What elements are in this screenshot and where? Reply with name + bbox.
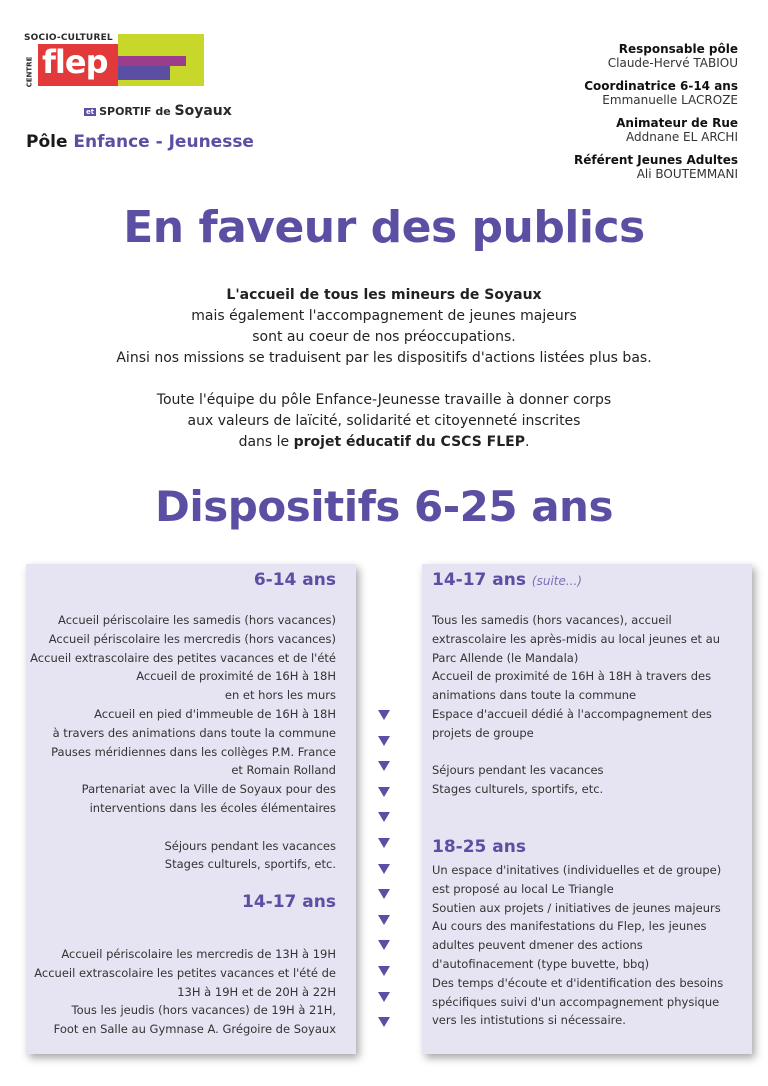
list-item: Pauses méridiennes dans les collèges P.M. France bbox=[51, 744, 336, 759]
list-item: vers les intistutions si nécessaire. bbox=[432, 1013, 626, 1028]
list-14-17-suite bbox=[432, 611, 720, 799]
list-item: Accueil extrascolaire les petites vacances et l'été de bbox=[34, 965, 336, 980]
pole-title-part2: Enfance - Jeunesse bbox=[73, 132, 254, 152]
triangle-down-icon bbox=[378, 940, 390, 950]
arrow-column bbox=[374, 710, 394, 1043]
logo-centre-text: CENTRE bbox=[25, 56, 34, 88]
pole-title-part1: Pôle bbox=[26, 132, 68, 152]
pole-title bbox=[26, 132, 254, 152]
section-title-18-25: 18-25 ans bbox=[432, 837, 526, 857]
logo-bottom-text bbox=[84, 103, 232, 119]
list-item: en et hors les murs bbox=[224, 688, 336, 703]
staff-role: Animateur de Rue bbox=[616, 116, 738, 130]
list-item: extrascolaire les après-midis au local jeunes et au bbox=[432, 631, 721, 646]
triangle-down-icon bbox=[378, 992, 390, 1002]
section-title-6-14: 6-14 ans bbox=[253, 570, 336, 590]
staff-list bbox=[574, 42, 738, 190]
list-item: adultes peuvent dmener des actions bbox=[432, 938, 643, 953]
staff-name: Ali BOUTEMMANI bbox=[636, 167, 738, 181]
intro-last-line bbox=[0, 432, 768, 453]
staff-entry bbox=[574, 79, 738, 107]
list-18-25 bbox=[432, 861, 723, 1030]
panel-left bbox=[26, 564, 356, 1054]
list-item: Accueil de proximité de 16H à 18H bbox=[136, 669, 336, 684]
list-item: à travers des animations dans toute la commune bbox=[52, 725, 336, 740]
intro-line: Toute l'équipe du pôle Enfance-Jeunesse travaille à donner corps bbox=[156, 392, 612, 408]
triangle-down-icon bbox=[378, 787, 390, 797]
list-item: et Romain Rolland bbox=[231, 763, 336, 778]
intro-bold-line: L'accueil de tous les mineurs de Soyaux bbox=[226, 287, 542, 303]
list-item: Tous les jeudis (hors vacances) de 19H à 21H, bbox=[71, 1003, 336, 1018]
list-spacer bbox=[30, 818, 336, 837]
intro-last-suffix: . bbox=[524, 434, 530, 450]
list-item: projets de groupe bbox=[432, 725, 534, 740]
intro-line: mais également l'accompagnement de jeunes majeurs bbox=[191, 308, 577, 324]
triangle-down-icon bbox=[378, 736, 390, 746]
section-title-14-17: 14-17 ans bbox=[242, 892, 336, 912]
triangle-down-icon bbox=[378, 710, 390, 720]
intro-last-prefix: dans le bbox=[238, 434, 294, 450]
list-6-14 bbox=[30, 611, 336, 874]
headline-publics: En faveur des publics bbox=[123, 202, 645, 253]
list-item: Accueil extrascolaire des petites vacances et de l'été bbox=[30, 650, 336, 665]
list-item: Séjours pendant les vacances bbox=[164, 838, 336, 853]
triangle-down-icon bbox=[378, 761, 390, 771]
list-item: Accueil périscolaire les samedis (hors vacances) bbox=[58, 613, 336, 627]
list-spacer bbox=[432, 743, 720, 762]
section-title-text: 14-17 ans bbox=[432, 570, 526, 590]
list-item: Foot en Salle au Gymnase A. Grégoire de Soyaux bbox=[53, 1022, 336, 1037]
triangle-down-icon bbox=[378, 864, 390, 874]
logo-purple-block bbox=[118, 66, 170, 80]
list-item: Partenariat avec la Ville de Soyaux pour des bbox=[81, 782, 336, 797]
triangle-down-icon bbox=[378, 889, 390, 899]
intro-line: Ainsi nos missions se traduisent par les dispositifs d'actions listées plus bas. bbox=[116, 350, 652, 366]
list-item: Parc Allende (le Mandala) bbox=[432, 650, 579, 665]
staff-name: Addnane EL ARCHI bbox=[626, 130, 738, 144]
logo-soyaux: Soyaux bbox=[174, 103, 232, 119]
list-item: Séjours pendant les vacances bbox=[432, 763, 604, 778]
staff-role: Responsable pôle bbox=[618, 42, 738, 56]
list-item: Espace d'accueil dédié à l'accompagnement des bbox=[432, 706, 712, 721]
staff-entry bbox=[574, 42, 738, 70]
list-item: Accueil périscolaire les mercredis de 13H à 19H bbox=[61, 947, 336, 961]
list-item: Stages culturels, sportifs, etc. bbox=[164, 857, 336, 872]
list-item: Accueil périscolaire les mercredis (hors vacances) bbox=[48, 631, 336, 646]
logo-top-text: SOCIO-CULTUREL bbox=[24, 33, 113, 43]
list-item: d'autofinacement (type buvette, bbq) bbox=[432, 956, 650, 971]
logo-sportif: SPORTIF de bbox=[99, 105, 171, 118]
list-item: Stages culturels, sportifs, etc. bbox=[432, 782, 604, 797]
list-item: Accueil en pied d'immeuble de 16H à 18H bbox=[94, 706, 336, 721]
triangle-down-icon bbox=[378, 966, 390, 976]
list-item: Soutien aux projets / initiatives de jeunes majeurs bbox=[432, 900, 721, 915]
staff-role: Référent Jeunes Adultes bbox=[574, 153, 738, 167]
list-14-17 bbox=[34, 945, 336, 1039]
logo-brand: flep bbox=[42, 43, 108, 81]
triangle-down-icon bbox=[378, 812, 390, 822]
intro-line: aux valeurs de laïcité, solidarité et citoyenneté inscrites bbox=[187, 413, 581, 429]
triangle-down-icon bbox=[378, 838, 390, 848]
list-item: est proposé au local Le Triangle bbox=[432, 881, 614, 896]
staff-entry bbox=[574, 116, 738, 144]
triangle-down-icon bbox=[378, 915, 390, 925]
list-item: Des temps d'écoute et d'identification des besoins bbox=[432, 975, 724, 990]
triangle-down-icon bbox=[378, 1017, 390, 1027]
list-item: Au cours des manifestations du Flep, les jeunes bbox=[432, 919, 707, 934]
staff-role: Coordinatrice 6-14 ans bbox=[584, 79, 738, 93]
list-item: 13H à 19H et de 20H à 22H bbox=[177, 984, 336, 999]
intro-text bbox=[0, 285, 768, 453]
section-suite-label: (suite...) bbox=[531, 574, 582, 588]
list-item: Un espace d'initatives (individuelles et de groupe) bbox=[432, 863, 722, 877]
section-title-14-17-suite bbox=[432, 570, 582, 590]
logo-et: et bbox=[86, 108, 95, 116]
list-item: animations dans toute la commune bbox=[432, 688, 637, 703]
panel-right bbox=[422, 564, 752, 1054]
list-item: spécifiques suivi d'un accompagnement physique bbox=[432, 994, 720, 1009]
list-item: Tous les samedis (hors vacances), accueil bbox=[432, 613, 672, 627]
list-item: interventions dans les écoles élémentaires bbox=[89, 800, 336, 815]
list-item: Accueil de proximité de 16H à 18H à travers des bbox=[432, 669, 712, 684]
intro-last-bold: projet éducatif du CSCS FLEP bbox=[293, 434, 525, 450]
staff-name: Emmanuelle LACROZE bbox=[602, 93, 738, 107]
headline-dispositifs: Dispositifs 6-25 ans bbox=[155, 482, 613, 531]
flep-logo bbox=[22, 30, 242, 125]
logo-magenta-block bbox=[118, 56, 186, 66]
intro-line: sont au coeur de nos préoccupations. bbox=[252, 329, 516, 345]
staff-name: Claude-Hervé TABIOU bbox=[607, 56, 738, 70]
staff-entry bbox=[574, 153, 738, 181]
